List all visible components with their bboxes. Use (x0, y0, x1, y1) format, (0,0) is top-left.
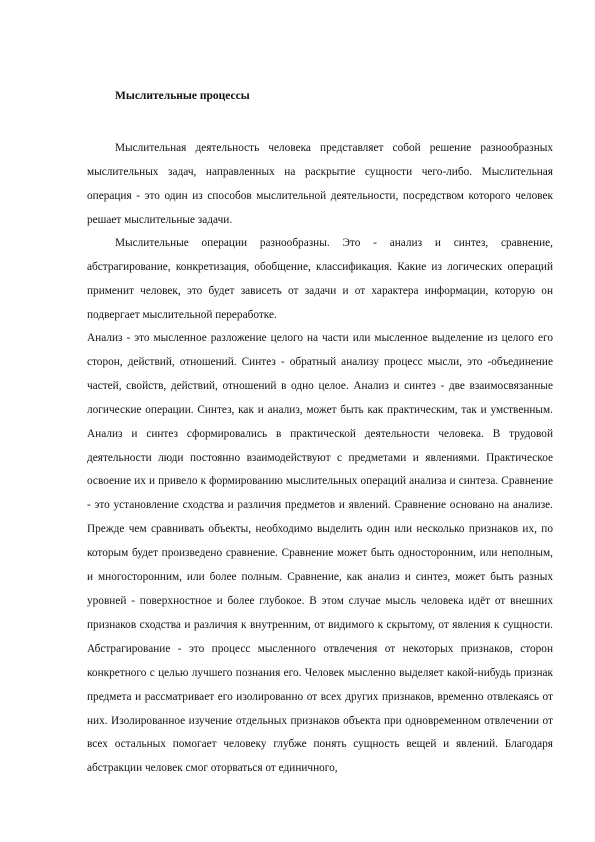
paragraph-1: Мыслительная деятельность человека представляет собой решение разнообразных мыслительных задач, направленных на раскрытие сущности чего-либо. Мыслительная операция - это один из способов мыслительной деятельности, посредством которого человек решает мыслительные задачи. (87, 142, 553, 226)
paragraph-2: Мыслительные операции разнообразны. Это - анализ и синтез, сравнение, абстрагирование, конкретизация, обобщение, классификация. Какие из логических операций применит человек, это будет зависеть от задачи и от характера информации, которую он подвергает мыслительной переработке. (87, 237, 553, 321)
document-title: Мыслительные процессы (115, 90, 250, 102)
paragraph-3: Анализ - это мысленное разложение целого на части или мысленное выделение из целого его сторон, действий, отношений. Синтез - обратный анализу процесс мысли, это -объединение частей, свойств, действий, отношений в одно целое. Анализ и синтез - две взаимосвязанные логические операции. Синтез, как и анализ, может быть как практическим, так и умственным. Анализ и синтез сформировались в практической деятельности человека. В трудовой деятельности люди постоянно взаимодействуют с предметами и явлениями. Практическое освоение их и привело к формированию мыслительных операций анализа и синтеза. Сравнение - это установление сходства и различия предметов и явлений. Сравнение основано на анализе. Прежде чем сравнивать объекты, необходимо выделить один или несколько признаков их, по которым будет произведено сравнение. Сравнение может быть односторонним, или неполным, и многосторонним, или более полным. Сравнение, как анализ и синтез, может быть разных уровней - поверхностное и более глубокое. В этом случае мысль человека идёт от внешних признаков сходства и различия к внутренним, от видимого к скрытому, от явления к сущности. Абстрагирование - это процесс мысленного отвлечения от некоторых признаков, сторон конкретного с целью лучшего познания его. Человек мысленно выделяет какой-нибудь признак предмета и рассматривает его изолированно от всех других признаков, временно отвлекаясь от них. Изолированное изучение отдельных признаков объекта при одновременном отвлечении от всех остальных помогает человеку глубже понять сущность вещей и явлений. Благодаря абстракции человек смог оторваться от единичного, (87, 332, 553, 775)
